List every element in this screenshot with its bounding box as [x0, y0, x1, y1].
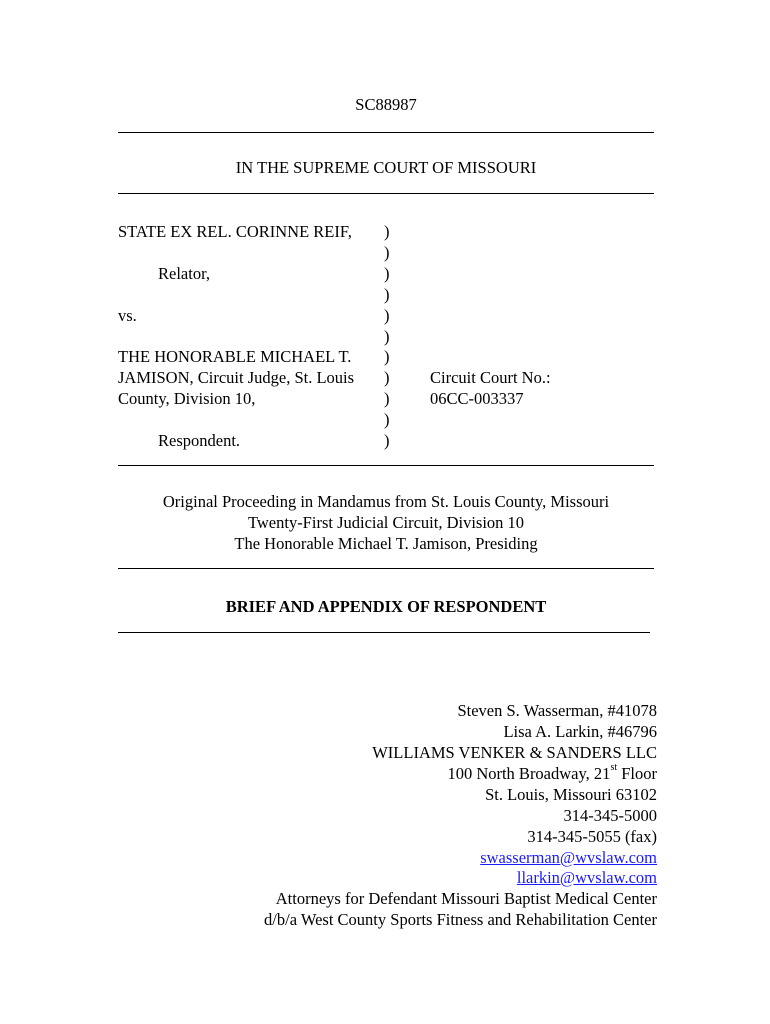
- caption-paren: ): [384, 327, 390, 346]
- caption-paren: ): [384, 347, 390, 366]
- proceeding-line1: Original Proceeding in Mandamus from St. Louis County, Missouri: [162, 492, 610, 511]
- firm-phone: 314-345-5000: [563, 806, 657, 825]
- caption-paren: ): [384, 389, 390, 408]
- caption-paren: ): [384, 222, 390, 241]
- divider: [118, 632, 650, 633]
- attorney-1: Steven S. Wasserman, #41078: [457, 701, 657, 720]
- relator-party: STATE EX REL. CORINNE REIF,: [118, 222, 352, 241]
- email-link-1[interactable]: swasserman@wvslaw.com: [480, 848, 657, 867]
- court-name: IN THE SUPREME COURT OF MISSOURI: [235, 158, 537, 177]
- divider: [118, 568, 654, 569]
- firm-fax: 314-345-5055 (fax): [527, 827, 657, 846]
- versus: vs.: [118, 306, 137, 325]
- caption-paren: ): [384, 243, 390, 262]
- respondent-party-line2: JAMISON, Circuit Judge, St. Louis: [118, 368, 355, 387]
- attorneys-for-line2: d/b/a West County Sports Fitness and Rehabilitation Center: [264, 910, 657, 929]
- respondent-party-line1: THE HONORABLE MICHAEL T.: [118, 347, 352, 366]
- divider: [118, 132, 654, 133]
- document-title: BRIEF AND APPENDIX OF RESPONDENT: [225, 597, 547, 616]
- firm-address: [447, 763, 657, 784]
- divider: [118, 193, 654, 194]
- caption-paren: ): [384, 285, 390, 304]
- respondent-party-line3: County, Division 10,: [118, 389, 256, 408]
- caption-paren: ): [384, 306, 390, 325]
- divider: [118, 465, 654, 466]
- attorney-2: Lisa A. Larkin, #46796: [503, 722, 657, 741]
- caption-paren: ): [384, 431, 390, 450]
- firm-city: St. Louis, Missouri 63102: [485, 785, 657, 804]
- address-suffix: Floor: [617, 764, 657, 783]
- respondent-role: Respondent.: [158, 431, 241, 450]
- address-prefix: 100 North Broadway, 21: [447, 764, 611, 783]
- email-link-2[interactable]: llarkin@wvslaw.com: [516, 868, 657, 887]
- proceeding-line3: The Honorable Michael T. Jamison, Presiding: [234, 534, 538, 553]
- relator-role: Relator,: [158, 264, 211, 283]
- circuit-court-label: Circuit Court No.:: [430, 368, 551, 387]
- proceeding-line2: Twenty-First Judicial Circuit, Division 10: [247, 513, 525, 532]
- case-number: SC88987: [355, 95, 417, 114]
- circuit-court-number: 06CC-003337: [430, 389, 524, 408]
- caption-paren: ): [384, 410, 390, 429]
- firm-name: WILLIAMS VENKER & SANDERS LLC: [372, 743, 657, 762]
- caption-paren: ): [384, 368, 390, 387]
- attorneys-for-line1: Attorneys for Defendant Missouri Baptist Medical Center: [275, 889, 657, 908]
- address-ordinal: st: [610, 761, 618, 773]
- caption-paren: ): [384, 264, 390, 283]
